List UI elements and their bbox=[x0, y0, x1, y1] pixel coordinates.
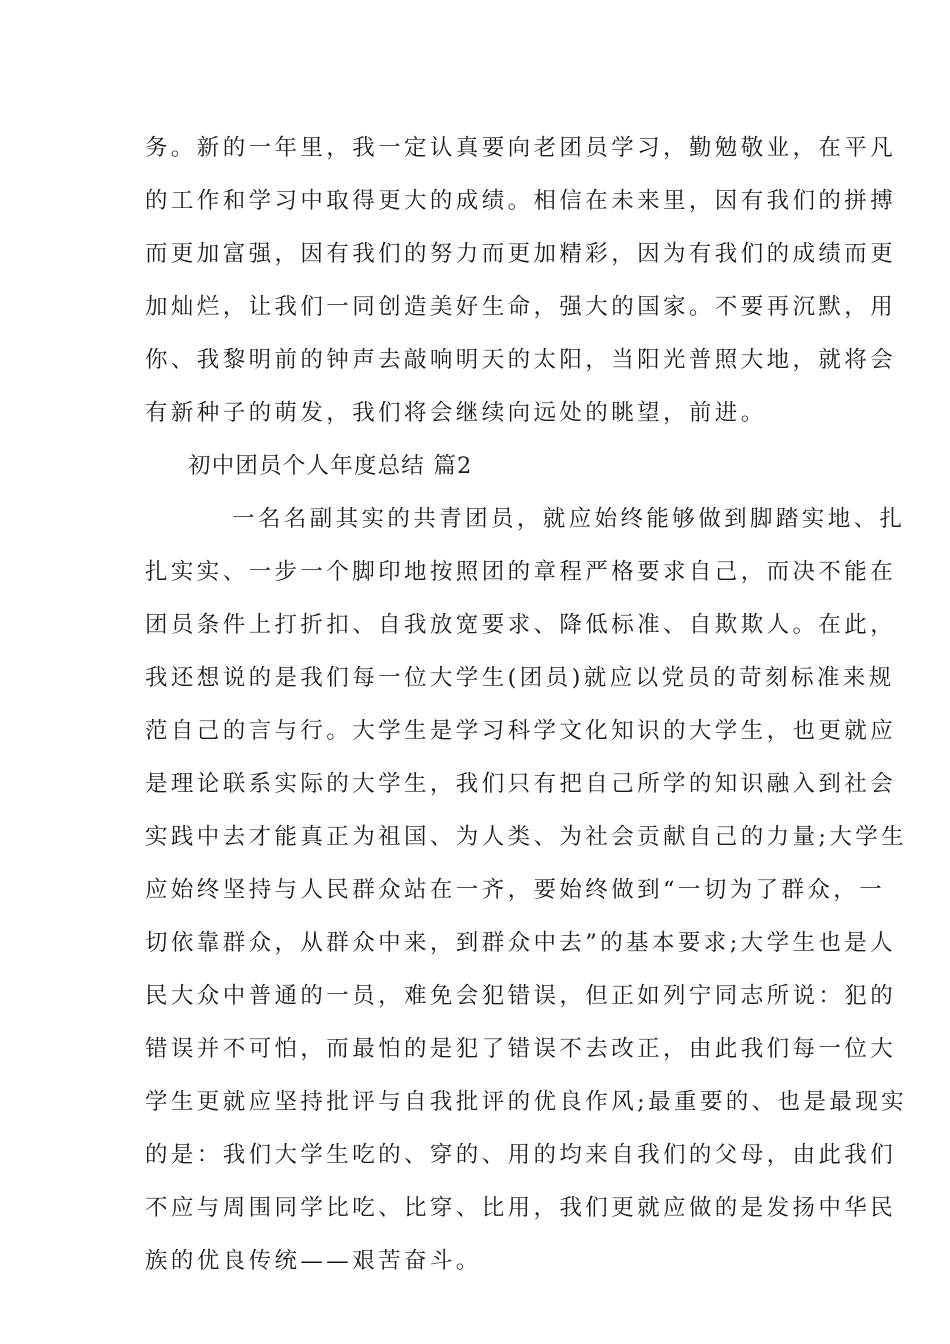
text-line: 民大众中普通的一员，难免会犯错误，但正如列宁同志所说：犯的 bbox=[145, 983, 897, 1009]
text-line: 我还想说的是我们每一位大学生(团员)就应以党员的苛刻标准来规 bbox=[145, 665, 895, 691]
paragraph-first-line: 一名名副其实的共青团员，就应始终能够做到脚踏实地、扎 bbox=[232, 506, 906, 532]
text-line: 团员条件上打折扣、自我放宽要求、降低标准、自欺欺人。在此， bbox=[145, 612, 897, 638]
text-line: 是理论联系实际的大学生，我们只有把自己所学的知识融入到社会 bbox=[145, 771, 897, 797]
text-line: 实践中去才能真正为祖国、为人类、为社会贡献自己的力量;大学生 bbox=[145, 824, 908, 850]
text-line: 有新种子的萌发，我们将会继续向远处的眺望，前进。 bbox=[145, 400, 767, 426]
text-line: 的是：我们大学生吃的、穿的、用的均来自我们的父母，由此我们 bbox=[145, 1142, 897, 1168]
text-line: 加灿烂，让我们一同创造美好生命，强大的国家。不要再沉默，用 bbox=[145, 294, 897, 320]
text-line: 切依靠群众，从群众中来，到群众中去”的基本要求;大学生也是人 bbox=[145, 930, 897, 956]
text-line: 范自己的言与行。大学生是学习科学文化知识的大学生，也更就应 bbox=[145, 718, 897, 744]
text-line: 族的优良传统——艰苦奋斗。 bbox=[145, 1248, 482, 1274]
text-line: 而更加富强，因有我们的努力而更加精彩，因为有我们的成绩而更 bbox=[145, 241, 897, 267]
text-line: 不应与周围同学比吃、比穿、比用，我们更就应做的是发扬中华民 bbox=[145, 1195, 897, 1221]
text-line: 你、我黎明前的钟声去敲响明天的太阳，当阳光普照大地，就将会 bbox=[145, 347, 897, 373]
text-line: 错误并不可怕，而最怕的是犯了错误不去改正，由此我们每一位大 bbox=[145, 1036, 897, 1062]
text-line: 应始终坚持与人民群众站在一齐，要始终做到“一切为了群众，一 bbox=[145, 877, 886, 903]
text-line: 扎实实、一步一个脚印地按照团的章程严格要求自己，而决不能在 bbox=[145, 559, 897, 585]
text-line: 务。新的一年里，我一定认真要向老团员学习，勤勉敬业，在平凡 bbox=[145, 135, 897, 161]
text-line: 学生更就应坚持批评与自我批评的优良作风;最重要的、也是最现实 bbox=[145, 1089, 908, 1115]
text-line: 的工作和学习中取得更大的成绩。相信在未来里，因有我们的拼搏 bbox=[145, 188, 897, 214]
section-heading: 初中团员个人年度总结 篇2 bbox=[188, 453, 473, 479]
